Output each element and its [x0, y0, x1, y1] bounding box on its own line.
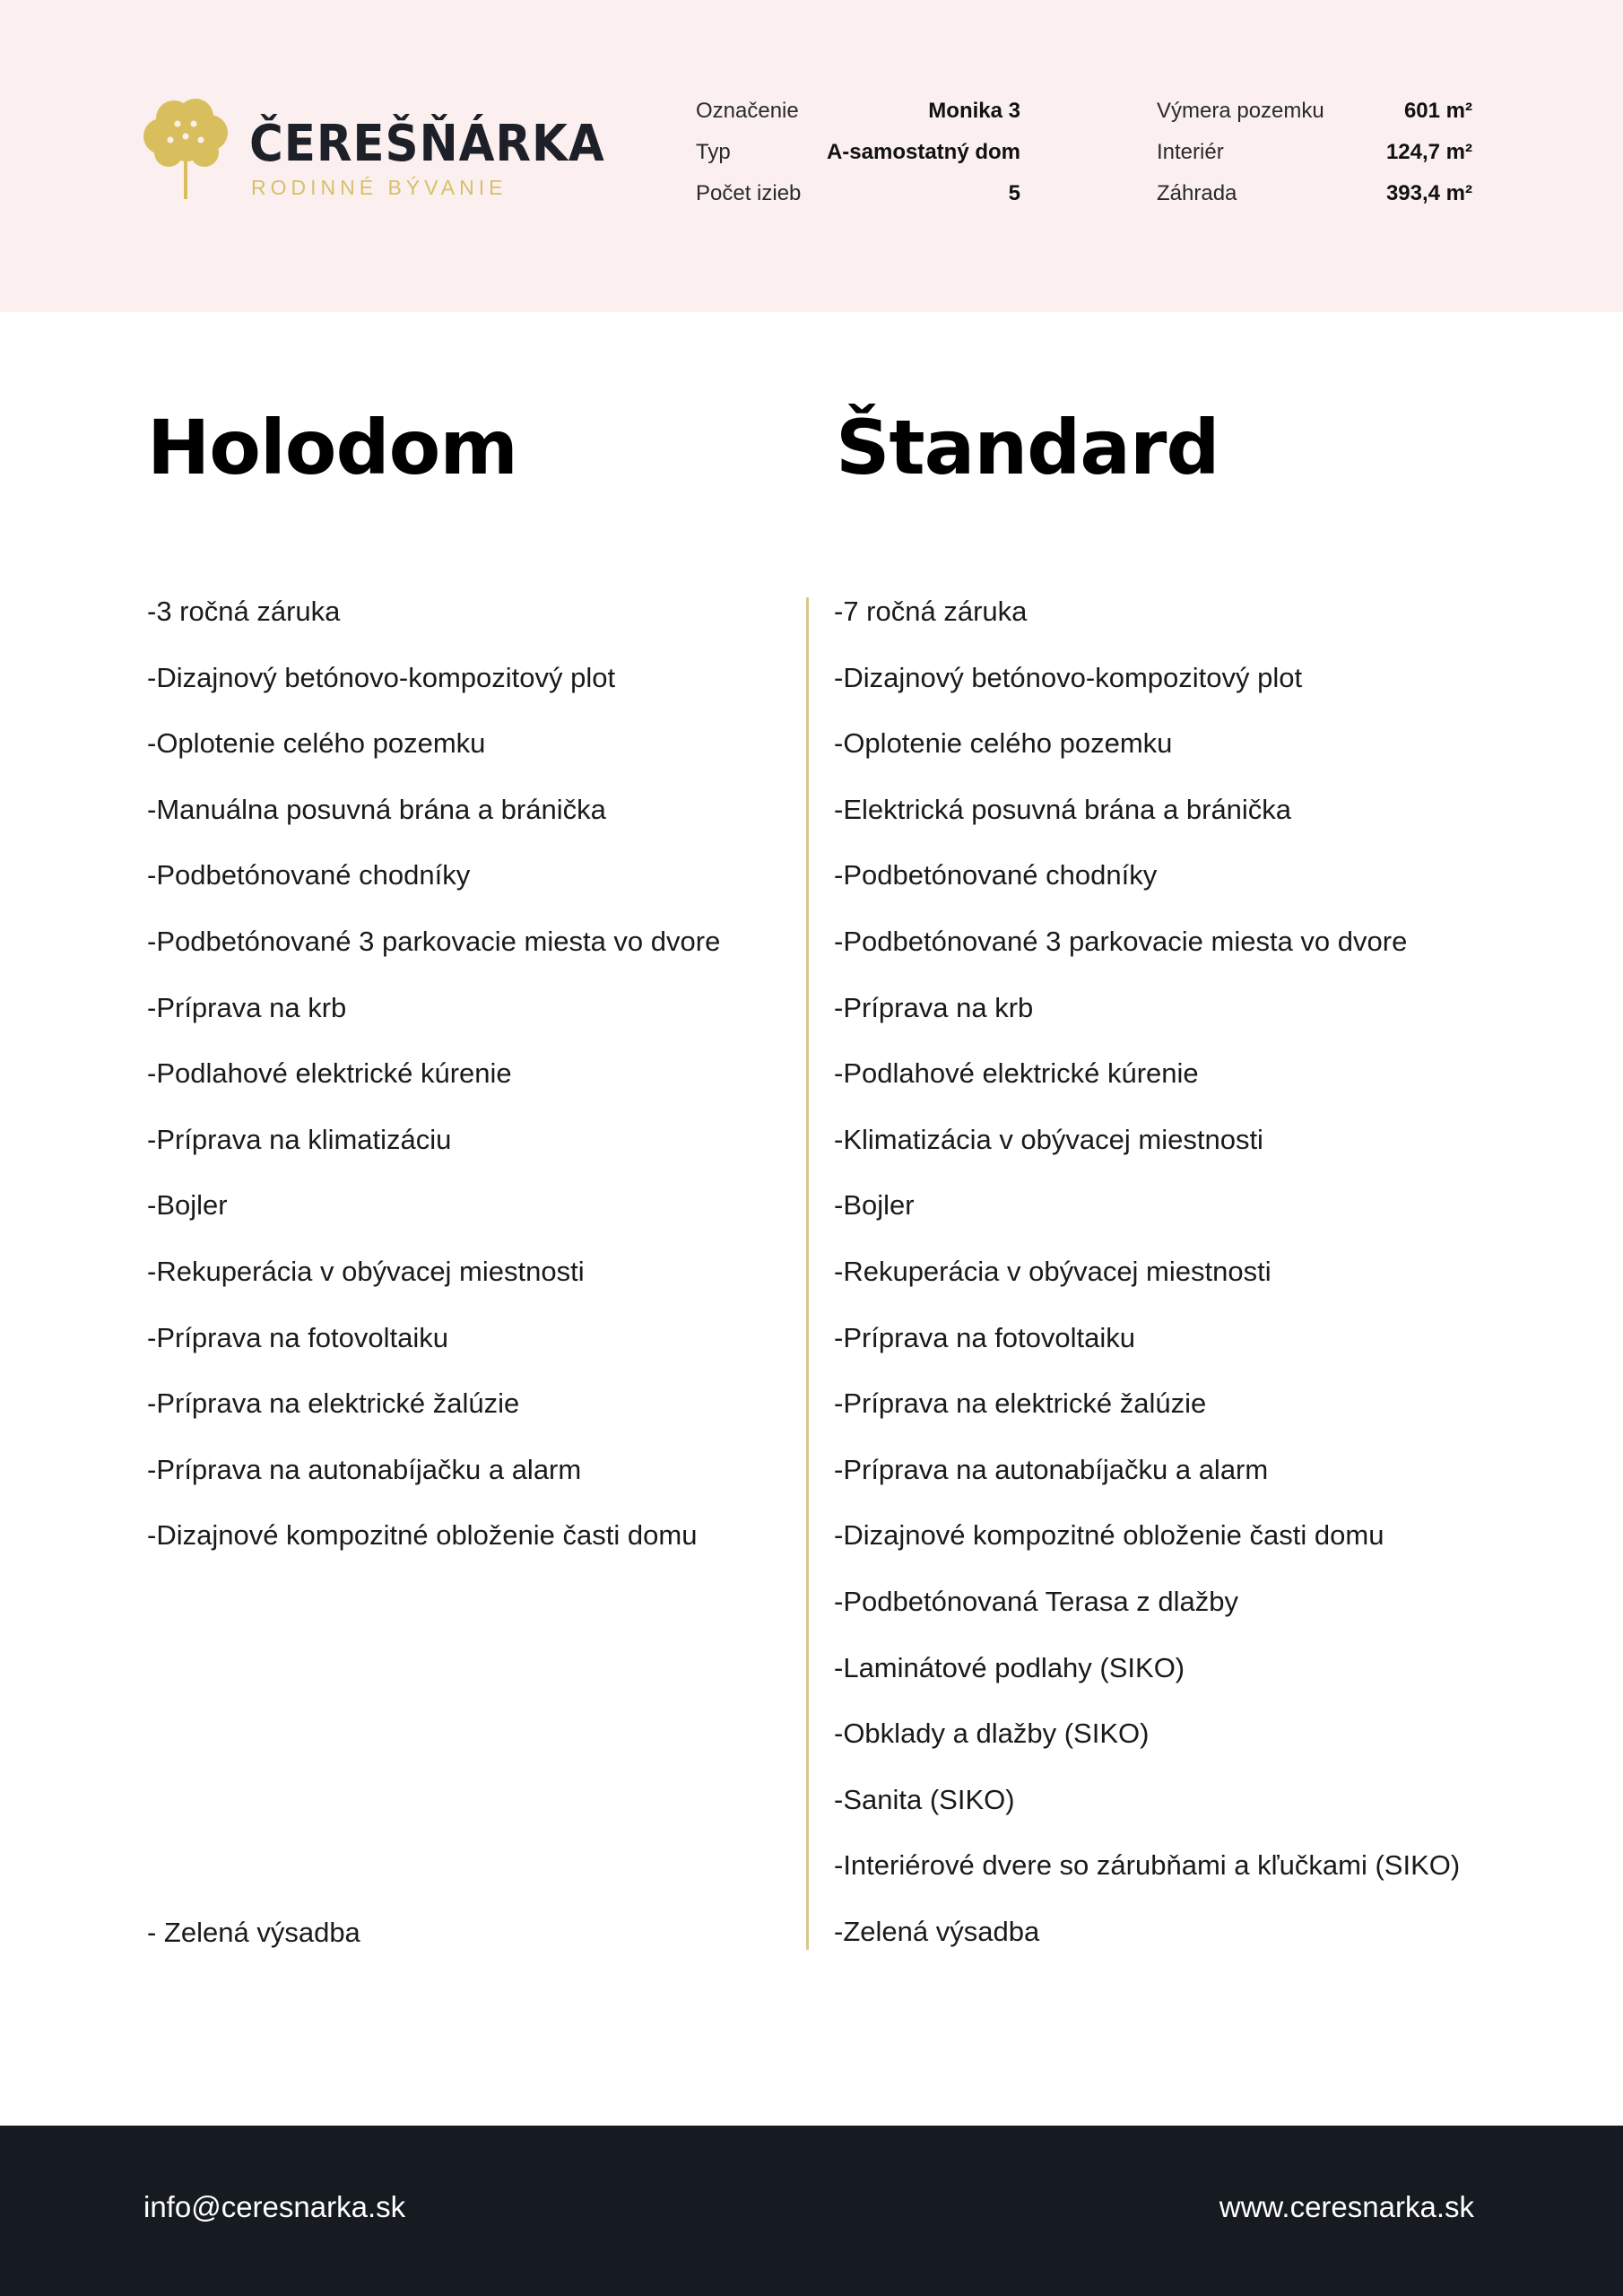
holodom-feature-list: [147, 587, 793, 1577]
list-item: -Podbetónovaná Terasa z dlažby: [834, 1585, 1238, 1617]
list-item: -Oplotenie celého pozemku: [834, 727, 1173, 760]
standard-title: Štandard: [836, 404, 1219, 491]
list-item: -3 ročná záruka: [147, 596, 341, 627]
list-item: -Klimatizácia v obývacej miestnosti: [834, 1123, 1263, 1155]
list-item: -7 ročná záruka: [834, 596, 1028, 627]
list-item: -Príprava na fotovoltaiku: [834, 1321, 1136, 1353]
list-item: -Oplotenie celého pozemku: [147, 727, 486, 760]
list-item: -Rekuperácia v obývacej miestnosti: [834, 1255, 1271, 1287]
brand-name: ČEREŠŇÁRKA: [249, 115, 605, 173]
list-item: -Elektrická posuvná brána a bránička: [834, 793, 1292, 825]
website-link[interactable]: www.ceresnarka.sk: [1219, 2190, 1474, 2223]
list-item: - Zelená výsadba: [147, 1917, 360, 1948]
spec-value: Monika 3: [928, 99, 1020, 123]
list-item: -Príprava na autonabíjačku a alarm: [834, 1453, 1269, 1485]
spec-value: 601 m²: [1403, 99, 1472, 123]
list-item: -Podbetónované 3 parkovacie miesta vo dvore: [147, 925, 721, 957]
spec-table-right: [1157, 93, 1472, 217]
spec-label: Výmera pozemku: [1157, 99, 1324, 123]
list-item: -Interiérové dvere so zárubňami a kľučkami (SIKO): [834, 1849, 1461, 1882]
spec-table-left: [696, 93, 1020, 217]
list-item: -Dizajnový betónovo-kompozitový plot: [834, 661, 1303, 693]
list-item: -Príprava na klimatizáciu: [147, 1123, 452, 1155]
list-item: -Bojler: [147, 1189, 228, 1222]
header: [0, 0, 1623, 312]
brand-tagline: RODINNÉ BÝVANIE: [251, 176, 508, 199]
list-item: -Príprava na krb: [147, 991, 347, 1023]
spec-value: 124,7 m²: [1385, 140, 1472, 164]
spec-label: Typ: [696, 140, 731, 164]
list-item: -Laminátové podlahy (SIKO): [834, 1651, 1185, 1683]
list-item: -Príprava na fotovoltaiku: [147, 1321, 449, 1353]
list-item: -Podlahové elektrické kúrenie: [147, 1057, 512, 1090]
list-item: -Podbetónované chodníky: [834, 859, 1158, 891]
footer: [0, 2126, 1623, 2296]
spec-row: [696, 176, 1020, 217]
list-item: -Príprava na elektrické žalúzie: [147, 1387, 520, 1420]
list-item: -Sanita (SIKO): [834, 1783, 1015, 1815]
list-item: -Príprava na elektrické žalúzie: [834, 1387, 1207, 1420]
list-item: -Rekuperácia v obývacej miestnosti: [147, 1255, 585, 1287]
spec-row: [1157, 176, 1472, 217]
list-item: -Príprava na autonabíjačku a alarm: [147, 1453, 582, 1485]
list-item: -Podbetónované chodníky: [147, 859, 471, 891]
spec-row: [1157, 93, 1472, 135]
list-item: -Obklady a dlažby (SIKO): [834, 1718, 1150, 1750]
list-item: -Bojler: [834, 1189, 915, 1222]
list-item: -Dizajnový betónovo-kompozitový plot: [147, 661, 616, 693]
list-item: -Dizajnové kompozitné obloženie časti domu: [147, 1519, 698, 1552]
list-item: -Dizajnové kompozitné obloženie časti domu: [834, 1519, 1384, 1552]
list-item: -Manuálna posuvná brána a bránička: [147, 793, 606, 825]
column-divider: [806, 597, 809, 1950]
spec-label: Počet izieb: [696, 181, 802, 205]
spec-row: [696, 93, 1020, 135]
spec-value: 393,4 m²: [1385, 181, 1472, 205]
spec-row: [696, 135, 1020, 176]
list-item: -Podlahové elektrické kúrenie: [834, 1057, 1199, 1090]
email-link[interactable]: info@ceresnarka.sk: [143, 2190, 406, 2223]
spec-row: [1157, 135, 1472, 176]
spec-value: 5: [1008, 181, 1020, 205]
cherry-tree-icon: [143, 97, 230, 201]
spec-label: Označenie: [696, 99, 799, 123]
spec-label: Interiér: [1157, 140, 1224, 164]
spec-value: A-samostatný dom: [826, 140, 1020, 164]
list-item: -Podbetónované 3 parkovacie miesta vo dvore: [834, 925, 1408, 957]
spec-label: Záhrada: [1157, 181, 1237, 205]
holodom-title: Holodom: [147, 404, 517, 491]
brand-logo[interactable]: [143, 97, 605, 204]
list-item: -Príprava na krb: [834, 991, 1034, 1023]
standard-feature-list: [834, 587, 1533, 1972]
list-item: -Zelená výsadba: [834, 1915, 1040, 1947]
